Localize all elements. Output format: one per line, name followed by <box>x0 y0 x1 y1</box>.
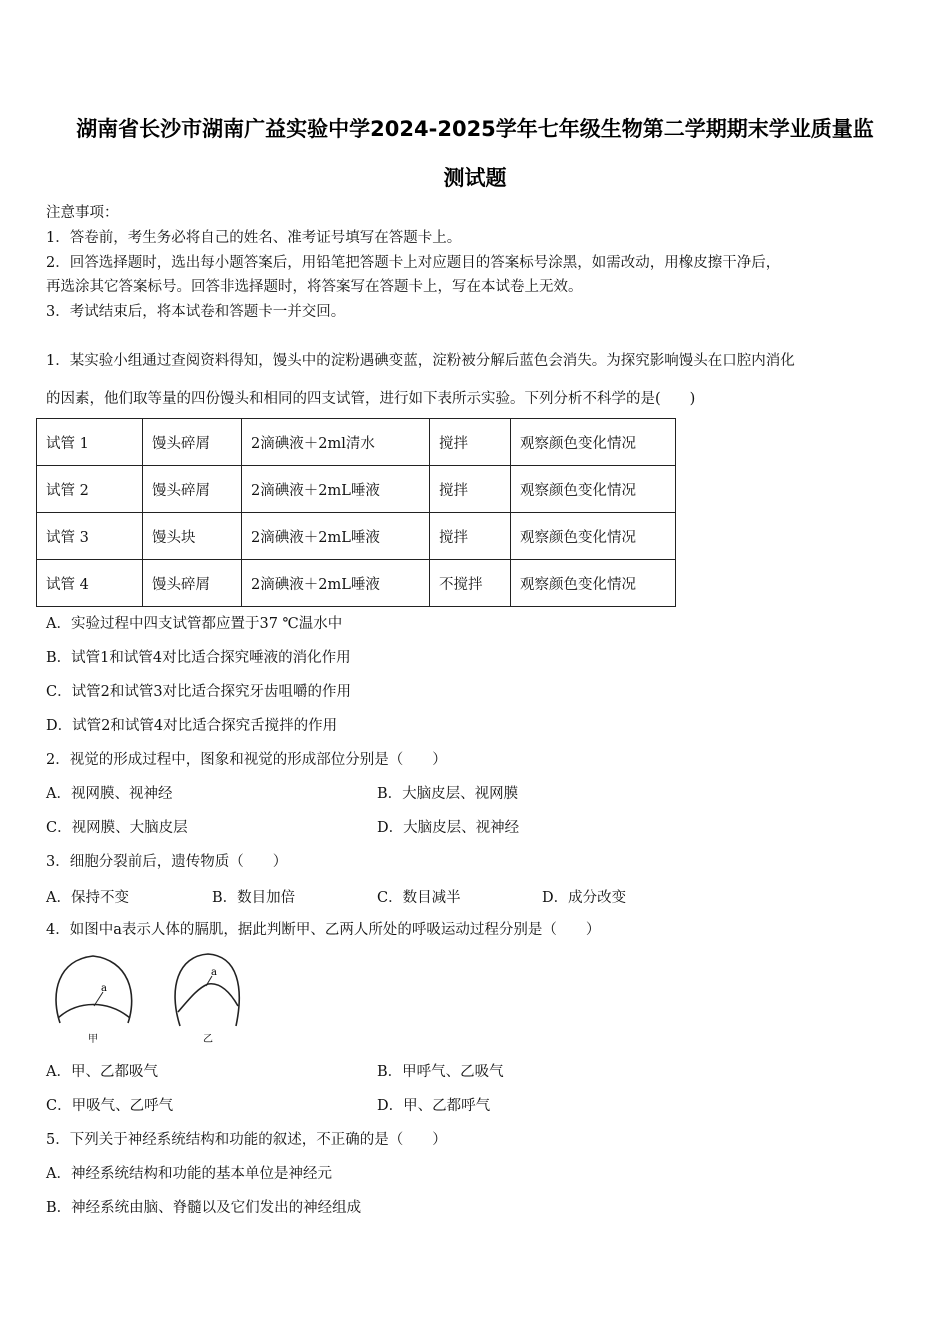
table-row <box>37 513 676 560</box>
table-cell: 2滴碘液＋2mL唾液 <box>242 513 430 560</box>
table-cell: 馒头碎屑 <box>143 560 242 607</box>
q3-option-d: D．成分改变 <box>542 890 627 906</box>
table-cell: 观察颜色变化情况 <box>511 466 676 513</box>
table-cell: 观察颜色变化情况 <box>511 513 676 560</box>
table-cell: 搅拌 <box>430 419 511 466</box>
table-cell: 2滴碘液＋2mL唾液 <box>242 466 430 513</box>
notice-item: 1．答卷前，考生务必将自己的姓名、准考证号填写在答题卡上。 <box>46 230 462 246</box>
thorax-outline-jia <box>56 956 132 1023</box>
q1-option-d: D．试管2和试管4对比适合探究舌搅拌的作用 <box>46 718 338 734</box>
q2-option-d: D．大脑皮层、视神经 <box>377 820 520 836</box>
q4-option-d: D．甲、乙都呼气 <box>377 1098 491 1114</box>
q4-option-c: C．甲吸气、乙呼气 <box>46 1098 174 1114</box>
q3-option-a: A．保持不变 <box>46 890 129 906</box>
pointer-line-jia <box>94 992 103 1006</box>
label-yi: 乙 <box>203 1034 213 1045</box>
table-cell: 观察颜色变化情况 <box>511 419 676 466</box>
table-cell: 观察颜色变化情况 <box>511 560 676 607</box>
table-cell: 试管 2 <box>37 466 143 513</box>
table-cell: 试管 4 <box>37 560 143 607</box>
table-cell: 搅拌 <box>430 466 511 513</box>
table-row <box>37 560 676 607</box>
q2-stem: 2．视觉的形成过程中，图象和视觉的形成部位分别是（ ） <box>46 752 447 768</box>
table-cell: 试管 3 <box>37 513 143 560</box>
table-cell: 2滴碘液＋2mL唾液 <box>242 560 430 607</box>
q3-option-b: B．数目加倍 <box>212 890 296 906</box>
q5-option-a: A．神经系统结构和功能的基本单位是神经元 <box>46 1166 332 1182</box>
table-cell: 2滴碘液＋2ml清水 <box>242 419 430 466</box>
q5-option-b: B．神经系统由脑、脊髓以及它们发出的神经组成 <box>46 1200 362 1216</box>
q1-option-c: C．试管2和试管3对比适合探究牙齿咀嚼的作用 <box>46 684 352 700</box>
label-jia: 甲 <box>88 1034 98 1045</box>
table-cell: 试管 1 <box>37 419 143 466</box>
q1-stem-continued: 的因素，他们取等量的四份馒头和相同的四支试管，进行如下表所示实验。下列分析不科学的是( ) <box>46 391 696 407</box>
table-cell: 不搅拌 <box>430 560 511 607</box>
thorax-outline-yi <box>175 954 239 1026</box>
q5-stem: 5．下列关于神经系统结构和功能的叙述，不正确的是（ ） <box>46 1132 447 1148</box>
diaphragm-jia <box>58 1005 130 1019</box>
experiment-table <box>36 418 676 607</box>
q4-option-a: A．甲、乙都吸气 <box>46 1064 158 1080</box>
table-cell: 搅拌 <box>430 513 511 560</box>
q1-stem: 1．某实验小组通过查阅资料得知，馒头中的淀粉遇碘变蓝，淀粉被分解后蓝色会消失。为探究影响馒头在口腔内消化 <box>46 353 795 369</box>
page-title-continued: 测试题 <box>443 166 507 190</box>
q2-option-a: A．视网膜、视神经 <box>46 786 173 802</box>
table-cell: 馒头块 <box>143 513 242 560</box>
notice-item: 再选涂其它答案标号。回答非选择题时，将答案写在答题卡上，写在本试卷上无效。 <box>46 279 583 295</box>
diaphragm-figure <box>48 948 248 1048</box>
diaphragm-yi <box>178 984 238 1012</box>
q3-option-c: C．数目减半 <box>377 890 461 906</box>
q4-option-b: B．甲呼气、乙吸气 <box>377 1064 504 1080</box>
q1-option-b: B．试管1和试管4对比适合探究唾液的消化作用 <box>46 650 351 666</box>
table-cell: 馒头碎屑 <box>143 466 242 513</box>
q1-option-a: A．实验过程中四支试管都应置于37 ℃温水中 <box>46 616 343 632</box>
notice-item: 3．考试结束后，将本试卷和答题卡一并交回。 <box>46 304 346 320</box>
q2-option-c: C．视网膜、大脑皮层 <box>46 820 188 836</box>
table-cell: 馒头碎屑 <box>143 419 242 466</box>
notice-item: 2．回答选择题时，选出每小题答案后，用铅笔把答题卡上对应题目的答案标号涂黑，如需改动，用橡皮擦干净后， <box>46 255 781 271</box>
q3-stem: 3．细胞分裂前后，遗传物质（ ） <box>46 854 288 870</box>
page-title: 湖南省长沙市湖南广益实验中学2024-2025学年七年级生物第二学期期末学业质量监 <box>76 117 874 141</box>
table-row <box>37 466 676 513</box>
q4-stem: 4．如图中a表示人体的膈肌，据此判断甲、乙两人所处的呼吸运动过程分别是（ ） <box>46 922 601 938</box>
label-a-jia: a <box>101 983 107 994</box>
label-a-yi: a <box>211 967 217 978</box>
q2-option-b: B．大脑皮层、视网膜 <box>377 786 519 802</box>
notice-heading: 注意事项： <box>46 205 119 221</box>
table-row <box>37 419 676 466</box>
